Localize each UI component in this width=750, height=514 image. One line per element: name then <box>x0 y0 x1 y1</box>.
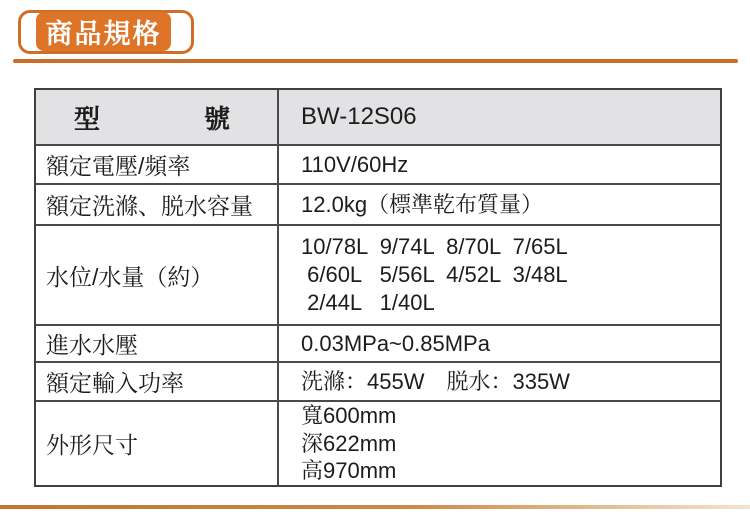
value-line: 6/60L 5/56L 4/52L 3/48L <box>301 262 568 288</box>
row-value-model <box>279 90 720 144</box>
row-label-water-pressure: 進水水壓 <box>36 326 279 361</box>
value-line: 2/44L 1/40L <box>301 289 435 315</box>
row-label-capacity: 額定洗滌、脱水容量 <box>36 185 279 224</box>
table-row-model <box>36 90 720 144</box>
value-line: 10/78L 9/74L 8/70L 7/65L <box>301 234 568 260</box>
row-value-capacity <box>279 185 720 224</box>
row-label-voltage: 額定電壓/頻率 <box>36 146 279 183</box>
value-line: 寬600mm <box>301 402 397 428</box>
table-row-dimensions <box>36 400 720 485</box>
row-label-water-level: 水位/水量（約） <box>36 226 279 324</box>
table-row-rated-power <box>36 361 720 400</box>
value-line: 深622mm <box>301 430 397 456</box>
value-line: 12.0kg（標準乾布質量） <box>301 191 544 217</box>
value-line: BW-12S06 <box>301 102 417 130</box>
row-value-water-pressure <box>279 326 720 361</box>
row-value-dimensions <box>279 402 720 485</box>
table-row-water-pressure <box>36 324 720 361</box>
row-value-water-level <box>279 226 720 324</box>
value-line: 110V/60Hz <box>301 151 409 177</box>
row-value-voltage <box>279 146 720 183</box>
row-label-rated-power: 額定輸入功率 <box>36 363 279 400</box>
value-line: 0.03MPa~0.85MPa <box>301 330 490 356</box>
bottom-divider-rule <box>0 505 750 509</box>
top-divider-rule <box>13 59 738 63</box>
page-title: 商品規格 <box>45 19 162 49</box>
table-row-voltage <box>36 144 720 183</box>
table-row-water-level <box>36 224 720 324</box>
spec-table <box>34 88 722 487</box>
row-label-dimensions: 外形尺寸 <box>36 402 279 485</box>
value-line: 高970mm <box>301 458 397 484</box>
row-label-model: 型 號 <box>36 90 279 144</box>
table-row-capacity <box>36 183 720 224</box>
title-badge <box>36 12 171 51</box>
value-line: 洗滌：455W 脱水：335W <box>301 368 570 394</box>
row-value-rated-power <box>279 363 720 400</box>
